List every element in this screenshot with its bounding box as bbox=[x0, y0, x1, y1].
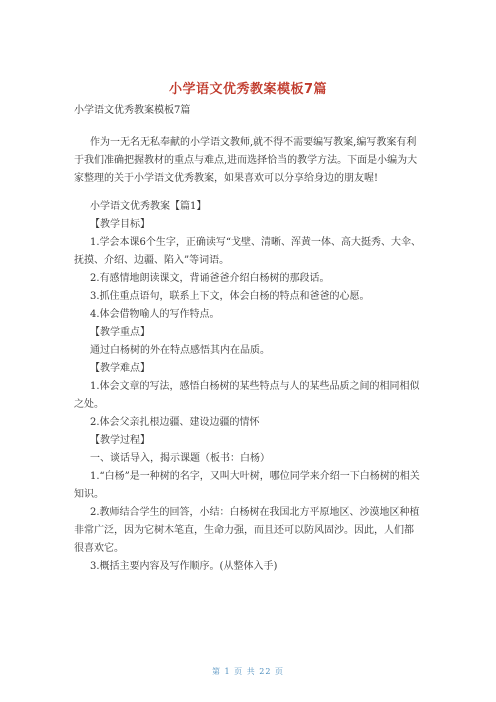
key-point-text: 通过白杨树的外在特点感悟其内在品质。 bbox=[90, 345, 270, 356]
process-item: 3.概括主要内容及写作顺序。(从整体入手) bbox=[90, 561, 278, 572]
page-footer: 第 1 页 共 22 页 bbox=[212, 667, 284, 676]
document-subtitle: 小学语文优秀教案模板7篇 bbox=[74, 105, 191, 116]
goal-item: 1.学会本课6个生字，正确读写“戈壁、清晰、浑黄一体、高大挺秀、大伞、抚摸、介绍、边疆、陷入”等词语。 bbox=[74, 237, 422, 266]
difficulty-item: 2.体会父亲扎根边疆、建设边疆的情怀 bbox=[90, 417, 260, 428]
heading-difficulties: 【教学难点】 bbox=[90, 363, 150, 374]
process-step-heading: 一、谈话导入，揭示课题（板书：白杨） bbox=[90, 453, 270, 464]
heading-teaching-process: 【教学过程】 bbox=[90, 435, 150, 446]
heading-teaching-goals: 【教学目标】 bbox=[90, 219, 150, 230]
intro-paragraph: 作为一无名无私奉献的小学语文教师,就不得不需要编写教案,编写教案有利于我们准确把握教材的重点与难点,进而选择恰当的教学方法。下面是小编为大家整理的关于小学语文优秀教案，如果喜欢可以分享给身边的朋友喔! bbox=[74, 137, 418, 184]
document-body bbox=[74, 134, 422, 576]
goal-item: 4.体会借物喻人的写作特点。 bbox=[90, 309, 220, 320]
difficulty-item: 1.体会文章的写法，感悟白杨树的某些特点与人的某些品质之间的相同相似之处。 bbox=[74, 381, 420, 410]
heading-key-points: 【教学重点】 bbox=[90, 327, 150, 338]
goal-item: 2.有感情地朗读课文，背诵爸爸介绍白杨树的那段话。 bbox=[90, 273, 330, 284]
section-heading: 小学语文优秀教案【篇1】 bbox=[90, 201, 207, 212]
document-title: 小学语文优秀教案模板7篇 bbox=[168, 82, 328, 97]
process-item: 2.教师结合学生的回答，小结：白杨树在我国北方平原地区、沙漠地区种植非常广泛，因为它树木笔直，生命力强，而且还可以防风固沙。因此，人们都很喜欢它。 bbox=[74, 507, 420, 554]
goal-item: 3.抓住重点语句，联系上下文，体会白杨的特点和爸爸的心愿。 bbox=[90, 291, 370, 302]
process-item: 1.“白杨”是一种树的名字，又叫大叶树，哪位同学来介绍一下白杨树的相关知识。 bbox=[74, 471, 420, 500]
